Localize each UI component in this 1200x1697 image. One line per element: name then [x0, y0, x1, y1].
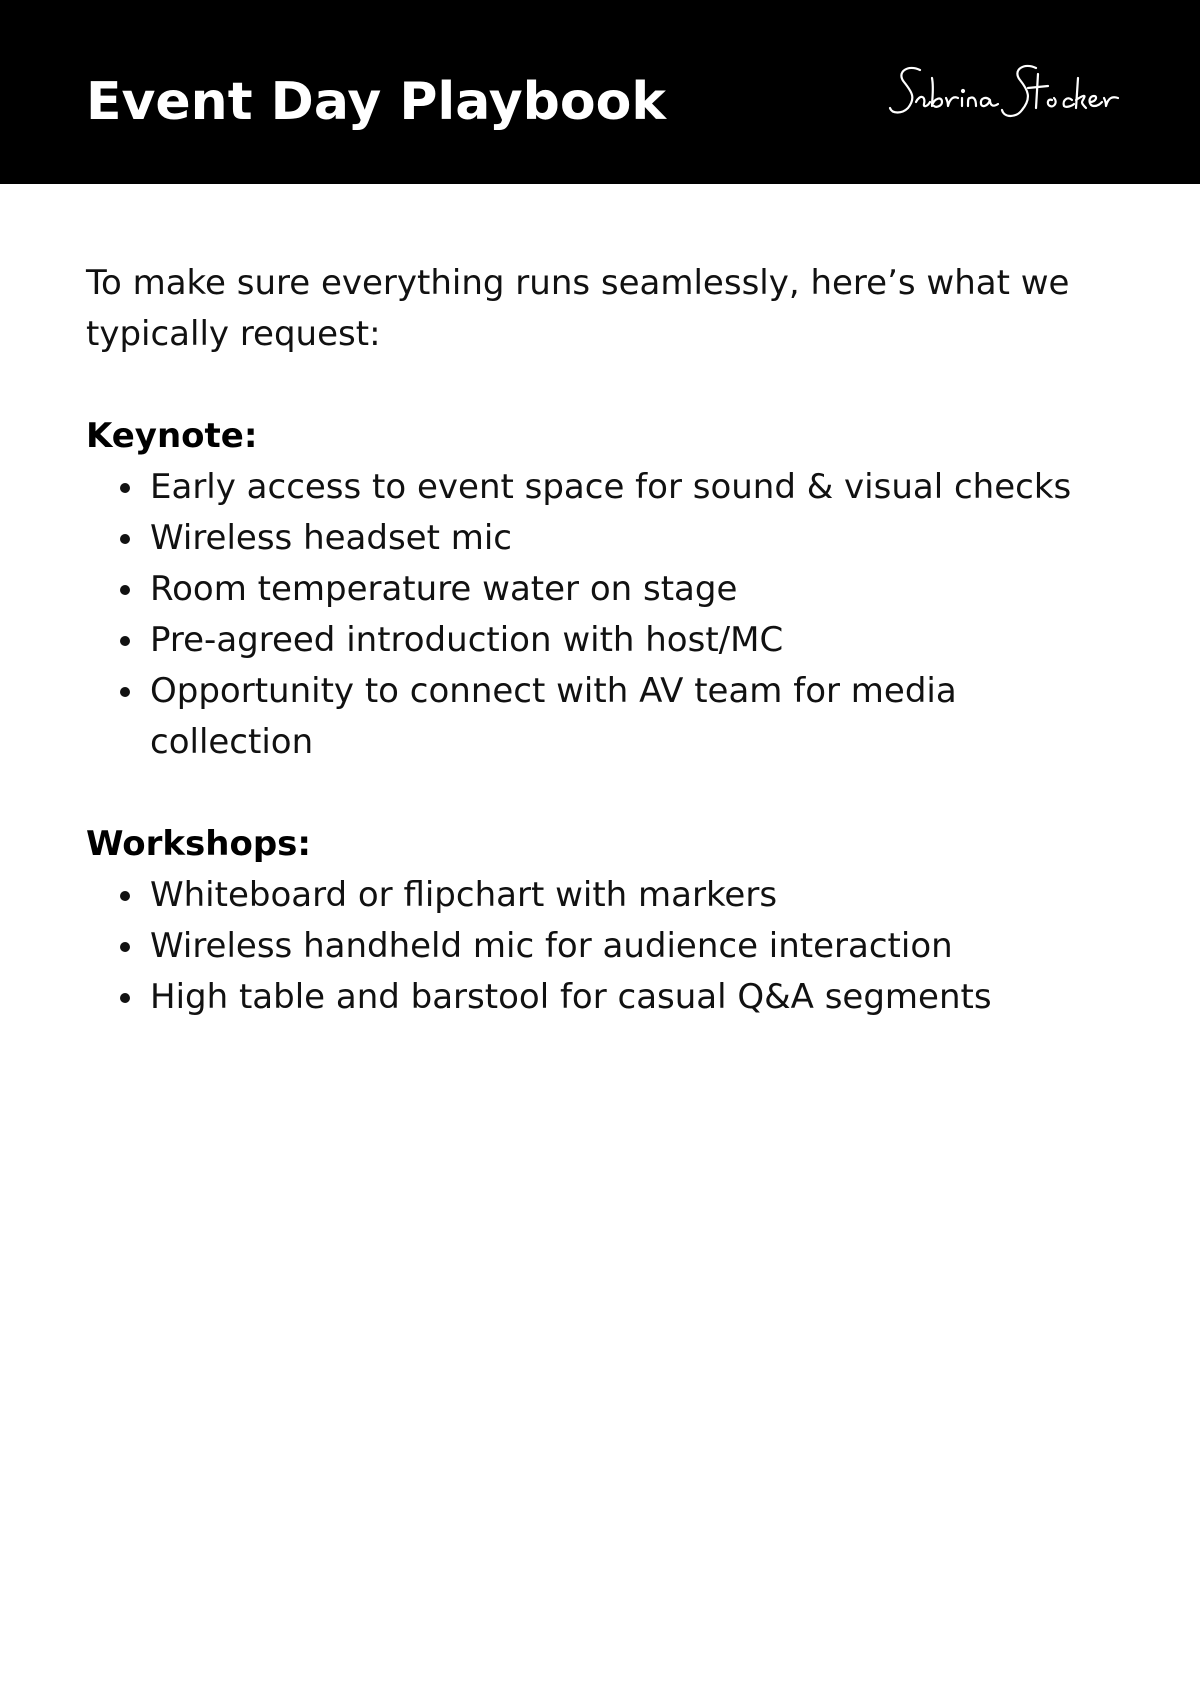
list-item: [86, 513, 1126, 564]
bullet-icon: [120, 891, 130, 901]
bullet-icon: [120, 585, 130, 595]
list-item: [86, 615, 1126, 666]
bullet-icon: [120, 993, 130, 1003]
list-item-text: Wireless headset mic: [150, 518, 512, 558]
header-banner: [0, 0, 1200, 184]
keynote-heading: Keynote:: [86, 416, 258, 456]
list-item: [86, 921, 1126, 972]
signature-logo: [886, 58, 1122, 128]
bullet-icon: [120, 534, 130, 544]
list-item: [86, 564, 1126, 615]
list-item-text: Opportunity to connect with AV team for media collection: [150, 671, 957, 762]
intro-paragraph: To make sure everything runs seamlessly, here’s what we typically request:: [86, 263, 1070, 354]
list-item: [86, 666, 1126, 768]
bullet-icon: [120, 942, 130, 952]
list-item-text: Pre-agreed introduction with host/MC: [150, 620, 784, 660]
bullet-icon: [120, 483, 130, 493]
list-item-text: Room temperature water on stage: [150, 569, 738, 609]
list-item: [86, 870, 1126, 921]
keynote-list: [86, 462, 1126, 768]
main-content: [86, 258, 1126, 1023]
list-item-text: Wireless handheld mic for audience interaction: [150, 926, 953, 966]
list-item: [86, 972, 1126, 1023]
bullet-icon: [120, 636, 130, 646]
list-item-text: Early access to event space for sound & visual checks: [150, 467, 1072, 507]
list-item-text: High table and barstool for casual Q&A segments: [150, 977, 992, 1017]
bullet-icon: [120, 687, 130, 697]
workshops-heading: Workshops:: [86, 824, 312, 864]
list-item-text: Whiteboard or flipchart with markers: [150, 875, 778, 915]
signature-icon: [886, 58, 1122, 128]
page-title: Event Day Playbook: [86, 72, 666, 132]
list-item: [86, 462, 1126, 513]
workshops-list: [86, 870, 1126, 1023]
